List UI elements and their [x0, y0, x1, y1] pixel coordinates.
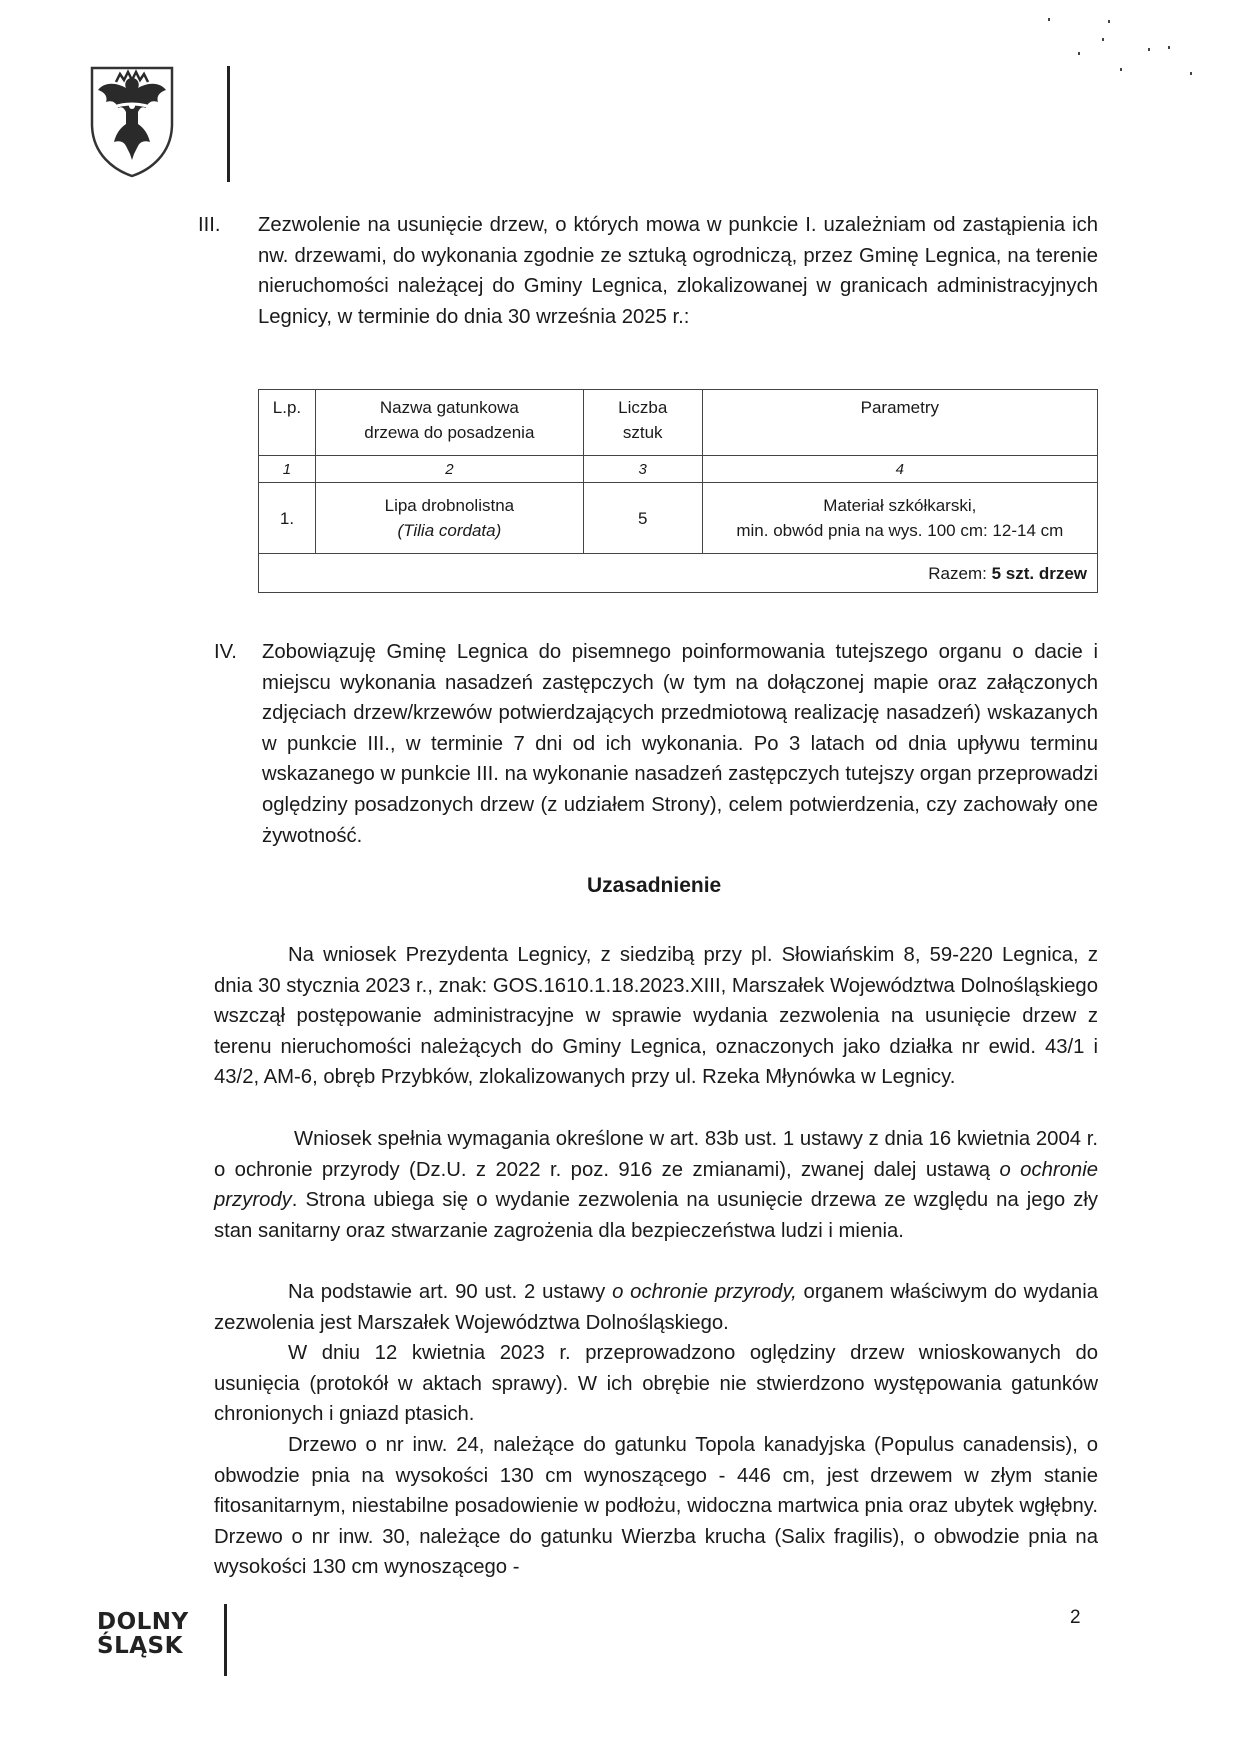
scan-speck [1102, 38, 1104, 41]
header-parameters: Parametry [702, 390, 1097, 456]
table-row [259, 483, 1098, 554]
section-iv-text: Zobowiązuję Gminę Legnica do pisemnego poinformowania tutejszego organu o dacie i miejscu wykonania nasadzeń zastępczych (w tym na dołączonej mapie oraz załączonych zdjęciach drzew/krzewów potwierdzających przedmiotową realizację nasadzeń) wskazanych w punkcie III., w terminie 7 dni od ich wykonania. Po 3 latach od dnia upływu terminu wskazanego w punkcie III. na wykonanie nasadzeń zastępczych tutejszy organ przeprowadzi oględziny posadzonych drzew (z udziałem Strony), celem potwierdzenia, czy zachowały one żywotność. [262, 641, 1098, 847]
justification-heading: Uzasadnienie [587, 874, 722, 897]
planting-table [258, 389, 1098, 593]
row-species [315, 483, 583, 554]
table-header-row [259, 390, 1098, 456]
header-lp: L.p. [259, 390, 316, 456]
scan-speck [1078, 52, 1080, 55]
scan-speck [1120, 68, 1122, 71]
justification-paragraph-2: Wniosek spełnia wymagania określone w art. 83b ust. 1 ustawy z dnia 16 kwietnia 2004 r. o ochronie przyrody (Dz.U. z 2022 r. poz. 916 ze zmianami), zwanej dalej ustawą o ochronie przyrody. Strona ubiega się o wydanie zezwolenia na usunięcie drzewa ze względu na jego zły stan sanitarny oraz stwarzanie zagrożenia dla bezpieczeństwa ludzi i mienia. [214, 1128, 1098, 1242]
species-name: Lipa drobnolistna [384, 496, 515, 515]
section-iv-number: IV. [214, 641, 237, 663]
section-iii-text: Zezwolenie na usunięcie drzew, o których mowa w punkcie I. uzależniam od zastąpienia ich nw. drzewami, do wykonania zgodnie ze sztuką ogrodniczą, przez Gminę Legnica, na terenie nieruchomości należącej do Gminy Legnica, zlokalizowanej w granicach administracyjnych Legnicy, w terminie do dnia 30 września 2025 r.: [258, 214, 1098, 328]
scan-speck [1190, 72, 1192, 75]
parameters-line-1: Materiał szkółkarski, [823, 496, 977, 515]
scan-speck [1048, 18, 1050, 21]
coat-of-arms-logo [86, 62, 178, 178]
scan-speck [1148, 48, 1150, 51]
justification-paragraph-4: W dniu 12 kwietnia 2023 r. przeprowadzono oględziny drzew wnioskowanych do usunięcia (protokół w aktach sprawy). W ich obrębie nie stwierdzono występowania gatunków chronionych i gniazd ptasich. [214, 1342, 1098, 1426]
header-species-name: Nazwa gatunkowa drzewa do posadzenia [315, 390, 583, 456]
section-iii-number: III. [198, 214, 221, 236]
total-label: Razem: [928, 563, 987, 583]
header-count: Liczba sztuk [583, 390, 702, 456]
column-number: 1 [259, 456, 316, 483]
row-parameters [702, 483, 1097, 554]
species-latin-name: (Tilia cordata) [397, 521, 502, 540]
justification-paragraph-1: Na wniosek Prezydenta Legnicy, z siedzibą przy pl. Słowiańskim 8, 59-220 Legnica, z dnia 30 stycznia 2023 r., znak: GOS.1610.1.18.2023.XIII, Marszałek Województwa Dolnośląskiego wszczął postępowanie administracyjne w sprawie wydania zezwolenia na usunięcie drzew z terenu nieruchomości należących do Gminy Legnica, oznaczonych jako działka nr ewid. 43/1 i 43/2, AM-6, obręb Przybków, zlokalizowanych przy ul. Rzeka Młynówka w Legnicy. [214, 944, 1098, 1089]
scan-speck [1168, 46, 1170, 49]
table-column-numbers-row [259, 456, 1098, 483]
page-number: 2 [1070, 1607, 1081, 1628]
header-divider [227, 66, 230, 182]
column-number: 2 [315, 456, 583, 483]
table-total [259, 554, 1098, 593]
table-total-row [259, 554, 1098, 593]
scan-speck [1108, 20, 1110, 23]
justification-paragraph-5: Drzewo o nr inw. 24, należące do gatunku Topola kanadyjska (Populus canadensis), o obwodzie pnia na wysokości 130 cm wynoszącego - 446 cm, jest drzewem w złym stanie fitosanitarnym, niestabilne posadowienie w podłożu, widoczna martwica pnia oraz ubytek wgłębny. Drzewo o nr inw. 30, należące do gatunku Wierzba krucha (Salix fragilis), o obwodzie pnia na wysokości 130 cm wynoszącego - [214, 1434, 1098, 1579]
column-number: 4 [702, 456, 1097, 483]
row-lp: 1. [259, 483, 316, 554]
column-number: 3 [583, 456, 702, 483]
total-value: 5 szt. drzew [991, 563, 1087, 583]
footer-divider [224, 1604, 227, 1676]
parameters-line-2: min. obwód pnia na wys. 100 cm: 12-14 cm [736, 521, 1064, 540]
dolny-slask-logo: DOLNY ŚLĄSK [97, 1609, 189, 1659]
row-count: 5 [583, 483, 702, 554]
justification-paragraph-3: Na podstawie art. 90 ust. 2 ustawy o ochronie przyrody, organem właściwym do wydania zezwolenia jest Marszałek Województwa Dolnośląskiego. [214, 1281, 1098, 1334]
